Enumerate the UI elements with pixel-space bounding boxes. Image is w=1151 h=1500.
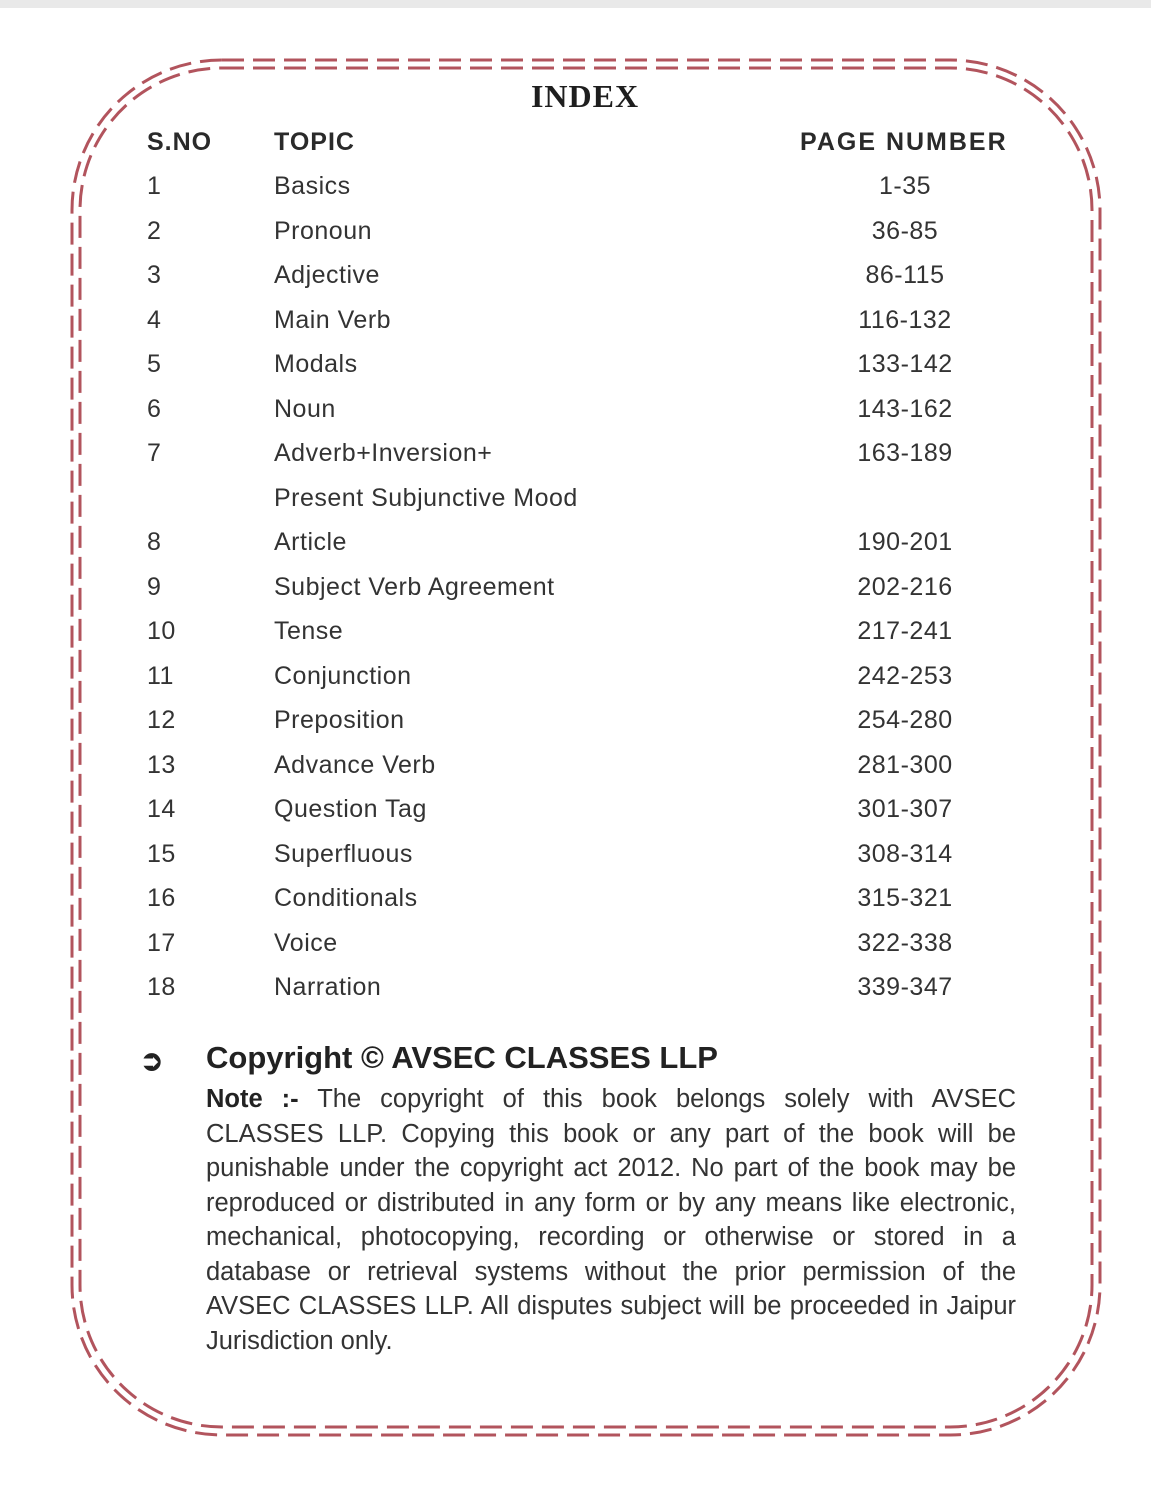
row-topic: Main Verb (274, 305, 392, 334)
copyright-title: Copyright © AVSEC CLASSES LLP (206, 1040, 718, 1075)
row-topic: Voice (274, 928, 338, 957)
table-row (0, 300, 1151, 345)
table-row (0, 255, 1151, 300)
row-page: 163-189 (857, 439, 953, 467)
row-sno: 2 (147, 216, 162, 245)
table-row (0, 789, 1151, 834)
row-page: 86-115 (865, 261, 945, 289)
row-topic: Noun (274, 394, 336, 423)
row-topic: Conditionals (274, 884, 418, 912)
row-page: 202-216 (857, 572, 953, 601)
row-page: 308-314 (857, 839, 953, 868)
row-page: 315-321 (857, 884, 953, 912)
row-topic: Pronoun (274, 216, 373, 245)
index-title: INDEX (530, 78, 640, 114)
table-row (0, 923, 1151, 968)
curved-arrow-icon: ➲ (140, 1045, 164, 1076)
row-page: 242-253 (857, 661, 953, 690)
row-topic: Superfluous (274, 839, 413, 868)
row-sno: 14 (147, 795, 176, 823)
table-row (0, 967, 1151, 1012)
table-row (0, 745, 1151, 790)
table-row (0, 611, 1151, 656)
row-sno: 13 (147, 750, 176, 779)
row-sno: 16 (147, 884, 176, 912)
row-page: 281-300 (857, 750, 953, 779)
row-sno: 3 (147, 261, 162, 289)
header-topic: TOPIC (274, 128, 355, 156)
row-sno: 17 (147, 928, 176, 957)
row-topic: Narration (274, 973, 382, 1001)
table-row (0, 389, 1151, 434)
table-row (0, 834, 1151, 879)
row-topic: Present Subjunctive Mood (274, 483, 578, 512)
row-sno: 8 (147, 528, 162, 556)
table-row (0, 567, 1151, 612)
row-sno: 4 (147, 305, 162, 334)
row-topic: Article (274, 528, 347, 556)
table-row (0, 433, 1151, 478)
row-page: 322-338 (857, 928, 953, 957)
row-topic: Subject Verb Agreement (274, 572, 555, 601)
row-topic: Tense (274, 617, 344, 645)
row-page: 143-162 (857, 394, 953, 423)
table-row (0, 166, 1151, 211)
index-table (0, 166, 1151, 1012)
copyright-note (206, 1082, 1016, 1358)
header-sno: S.NO (147, 128, 213, 156)
row-page: 190-201 (857, 528, 953, 556)
note-text: The copyright of this book belongs solely with AVSEC CLASSES LLP. Copying this book or any part of the book will be punishable under the copyright act 2012. No part of the book may be reproduced or distributed in any form or by any means like electronic, mechanical, photocopying, recording or otherwise or stored in a database or retrieval systems without the prior permission of the AVSEC CLASSES LLP. All disputes subject will be proceeded in Jaipur Jurisdiction only. (206, 1085, 1016, 1355)
row-topic: Question Tag (274, 795, 427, 823)
row-page: 133-142 (857, 350, 953, 378)
table-row (0, 878, 1151, 923)
table-row (0, 211, 1151, 256)
row-sno: 6 (147, 394, 162, 423)
row-topic: Adverb+Inversion+ (274, 439, 493, 467)
row-page: 254-280 (857, 706, 953, 734)
row-sno: 18 (147, 973, 176, 1001)
table-row (0, 478, 1151, 523)
row-sno: 1 (147, 172, 162, 200)
row-topic: Preposition (274, 706, 405, 734)
row-sno: 10 (147, 617, 176, 645)
row-page: 1-35 (878, 172, 932, 200)
row-page: 217-241 (857, 617, 953, 645)
table-row (0, 656, 1151, 701)
row-topic: Basics (274, 172, 351, 200)
row-sno: 15 (147, 839, 176, 868)
row-page: 116-132 (858, 305, 952, 334)
header-page-number: PAGE NUMBER (800, 128, 1008, 156)
row-topic: Conjunction (274, 661, 412, 690)
row-page: 339-347 (857, 973, 953, 1001)
row-topic: Advance Verb (274, 750, 436, 779)
table-row (0, 700, 1151, 745)
table-row (0, 344, 1151, 389)
row-sno: 11 (147, 661, 174, 690)
row-sno: 9 (147, 572, 162, 601)
table-row (0, 522, 1151, 567)
row-topic: Modals (274, 350, 358, 378)
row-page: 36-85 (871, 216, 939, 245)
row-sno: 12 (147, 706, 176, 734)
row-sno: 7 (147, 439, 162, 467)
row-topic: Adjective (274, 261, 380, 289)
row-page: 301-307 (857, 795, 953, 823)
row-sno: 5 (147, 350, 162, 378)
note-label: Note :- (206, 1085, 299, 1113)
